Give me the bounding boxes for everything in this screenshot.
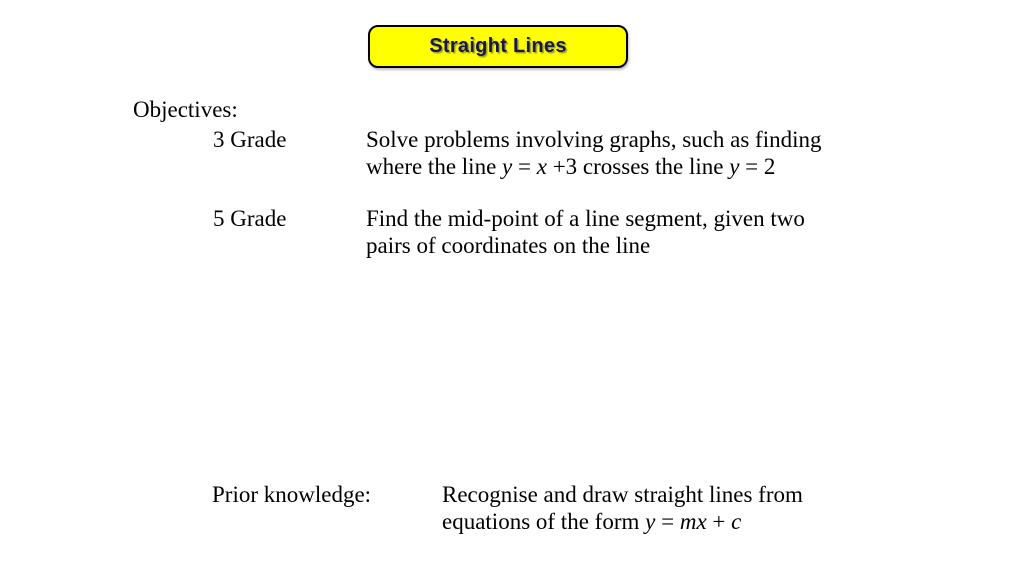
objective-5-line-1 — [366, 205, 805, 232]
text-segment: Solve problems involving graphs, such as finding — [366, 127, 822, 152]
slide-title: Straight Lines — [429, 35, 567, 57]
objective-3-line-1 — [366, 126, 822, 153]
objective-text-5 — [366, 205, 805, 259]
title-box — [368, 25, 628, 68]
objective-text-3 — [366, 126, 822, 180]
math-variable: y — [645, 509, 656, 534]
math-variable: mx — [679, 509, 707, 534]
objective-5-line-2 — [366, 232, 805, 259]
prior-knowledge-label: Prior knowledge: — [212, 482, 372, 507]
math-variable: y — [502, 154, 513, 179]
grade-label-5: 5 Grade — [213, 206, 287, 231]
math-variable: x — [536, 154, 547, 179]
text-segment: equations of the form — [442, 509, 646, 534]
math-variable: y — [729, 154, 740, 179]
prior-knowledge-text — [442, 481, 803, 535]
prior-knowledge-line-2 — [442, 508, 803, 535]
text-segment: Recognise and draw straight lines from — [442, 482, 803, 507]
text-segment: = 2 — [739, 154, 776, 179]
objective-3-line-2 — [366, 153, 822, 180]
math-variable: c — [731, 509, 742, 534]
text-segment: where the line — [366, 154, 503, 179]
text-segment: = — [512, 154, 537, 179]
objectives-heading: Objectives: — [133, 97, 238, 122]
text-segment: +3 crosses the line — [546, 154, 730, 179]
text-segment: = — [655, 509, 680, 534]
text-segment: + — [706, 509, 732, 534]
prior-knowledge-line-1 — [442, 481, 803, 508]
text-segment: Find the mid-point of a line segment, given two — [366, 206, 805, 231]
text-segment: pairs of coordinates on the line — [366, 233, 651, 258]
grade-label-3: 3 Grade — [213, 127, 287, 152]
